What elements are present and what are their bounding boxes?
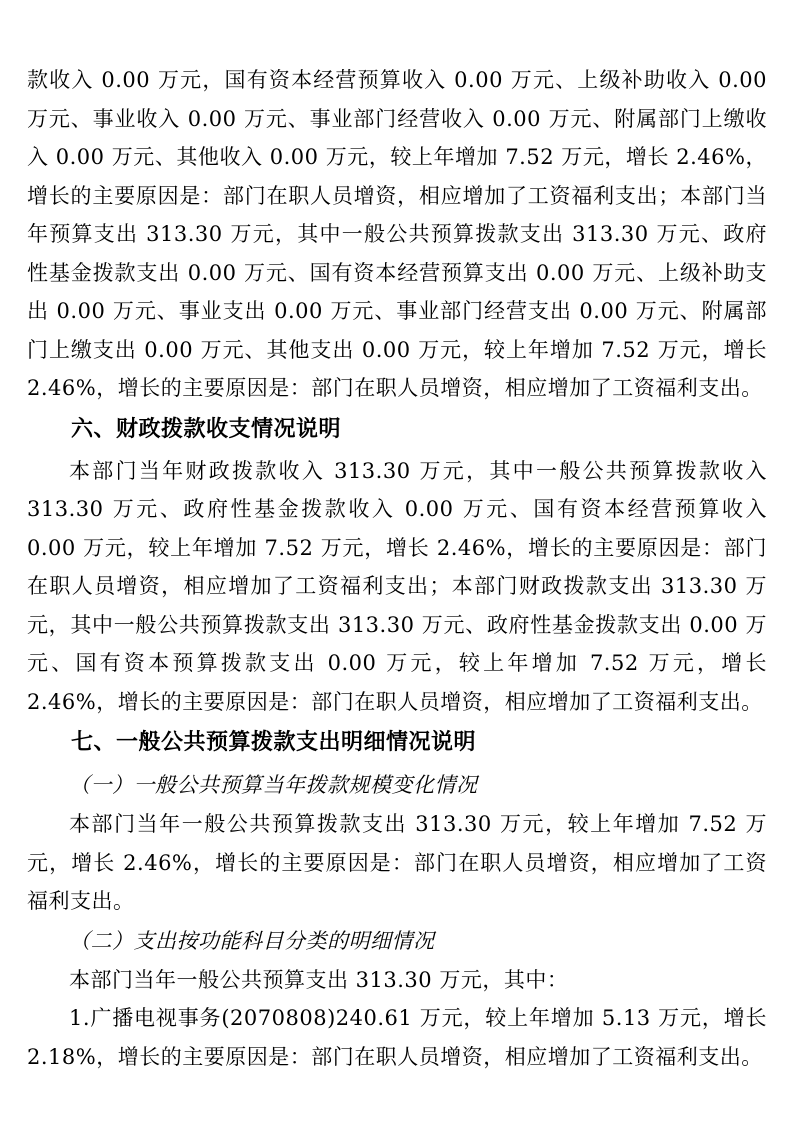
paragraph-7-2-intro: 本部门当年一般公共预算支出 313.30 万元，其中： bbox=[69, 967, 569, 992]
paragraph-7-2-item-1-broadcast-tv: 1.广播电视事务(2070808)240.61 万元，较上年增加 5.13 万元，增长 2.18%，增长的主要原因是：部门在职人员增资，相应增加了工资福利支出。 bbox=[27, 1006, 767, 1069]
subheading-7-1-scale-change: （一）一般公共预算当年拨款规模变化情况 bbox=[69, 773, 478, 797]
heading-section-7-public-budget-expenditure: 七、一般公共预算拨款支出明细情况说明 bbox=[71, 730, 477, 755]
paragraph-7-1-scale-change-detail: 本部门当年一般公共预算拨款支出 313.30 万元，较上年增加 7.52 万元，增长 2.46%，增长的主要原因是：部门在职人员增资，相应增加了工资福利支出。 bbox=[27, 812, 767, 913]
paragraph-fiscal-appropriation-detail: 本部门当年财政拨款收入 313.30 万元，其中一般公共预算拨款收入 313.30 万元、政府性基金拨款收入 0.00 万元、国有资本经营预算收入 0.00 万元，较上年增加 7.52 万元，增长 2.46%，增长的主要原因是：部门在职人员增资，相应增加了工资福利支出；本部门财政拨款支出 313.30 万元，其中一般公共预算拨款支出 313.30 万元、政府性基金拨款支出 0.00 万元、国有资本预算拨款支出 0.00 万元，较上年增加 7.52 万元，增长 2.46%，增长的主要原因是：部门在职人员增资，相应增加了工资福利支出。 bbox=[27, 458, 767, 714]
heading-section-6-fiscal-appropriation: 六、财政拨款收支情况说明 bbox=[71, 416, 342, 442]
paragraph-budget-income-expenditure-continued: 款收入 0.00 万元，国有资本经营预算收入 0.00 万元、上级补助收入 0.00 万元、事业收入 0.00 万元、事业部门经营收入 0.00 万元、附属部门上缴收入 0.00 万元、其他收入 0.00 万元，较上年增加 7.52 万元，增长 2.46%，增长的主要原因是：部门在职人员增资，相应增加了工资福利支出；本部门当年预算支出 313.30 万元，其中一般公共预算拨款支出 313.30 万元、政府性基金拨款支出 0.00 万元、国有资本经营预算支出 0.00 万元、上级补助支出 0.00 万元、事业支出 0.00 万元、事业部门经营支出 0.00 万元、附属部门上缴支出 0.00 万元、其他支出 0.00 万元，较上年增加 7.52 万元，增长 2.46%，增长的主要原因是：部门在职人员增资，相应增加了工资福利支出。 bbox=[27, 68, 767, 400]
subheading-7-2-functional-classification: （二）支出按功能科目分类的明细情况 bbox=[69, 928, 435, 953]
